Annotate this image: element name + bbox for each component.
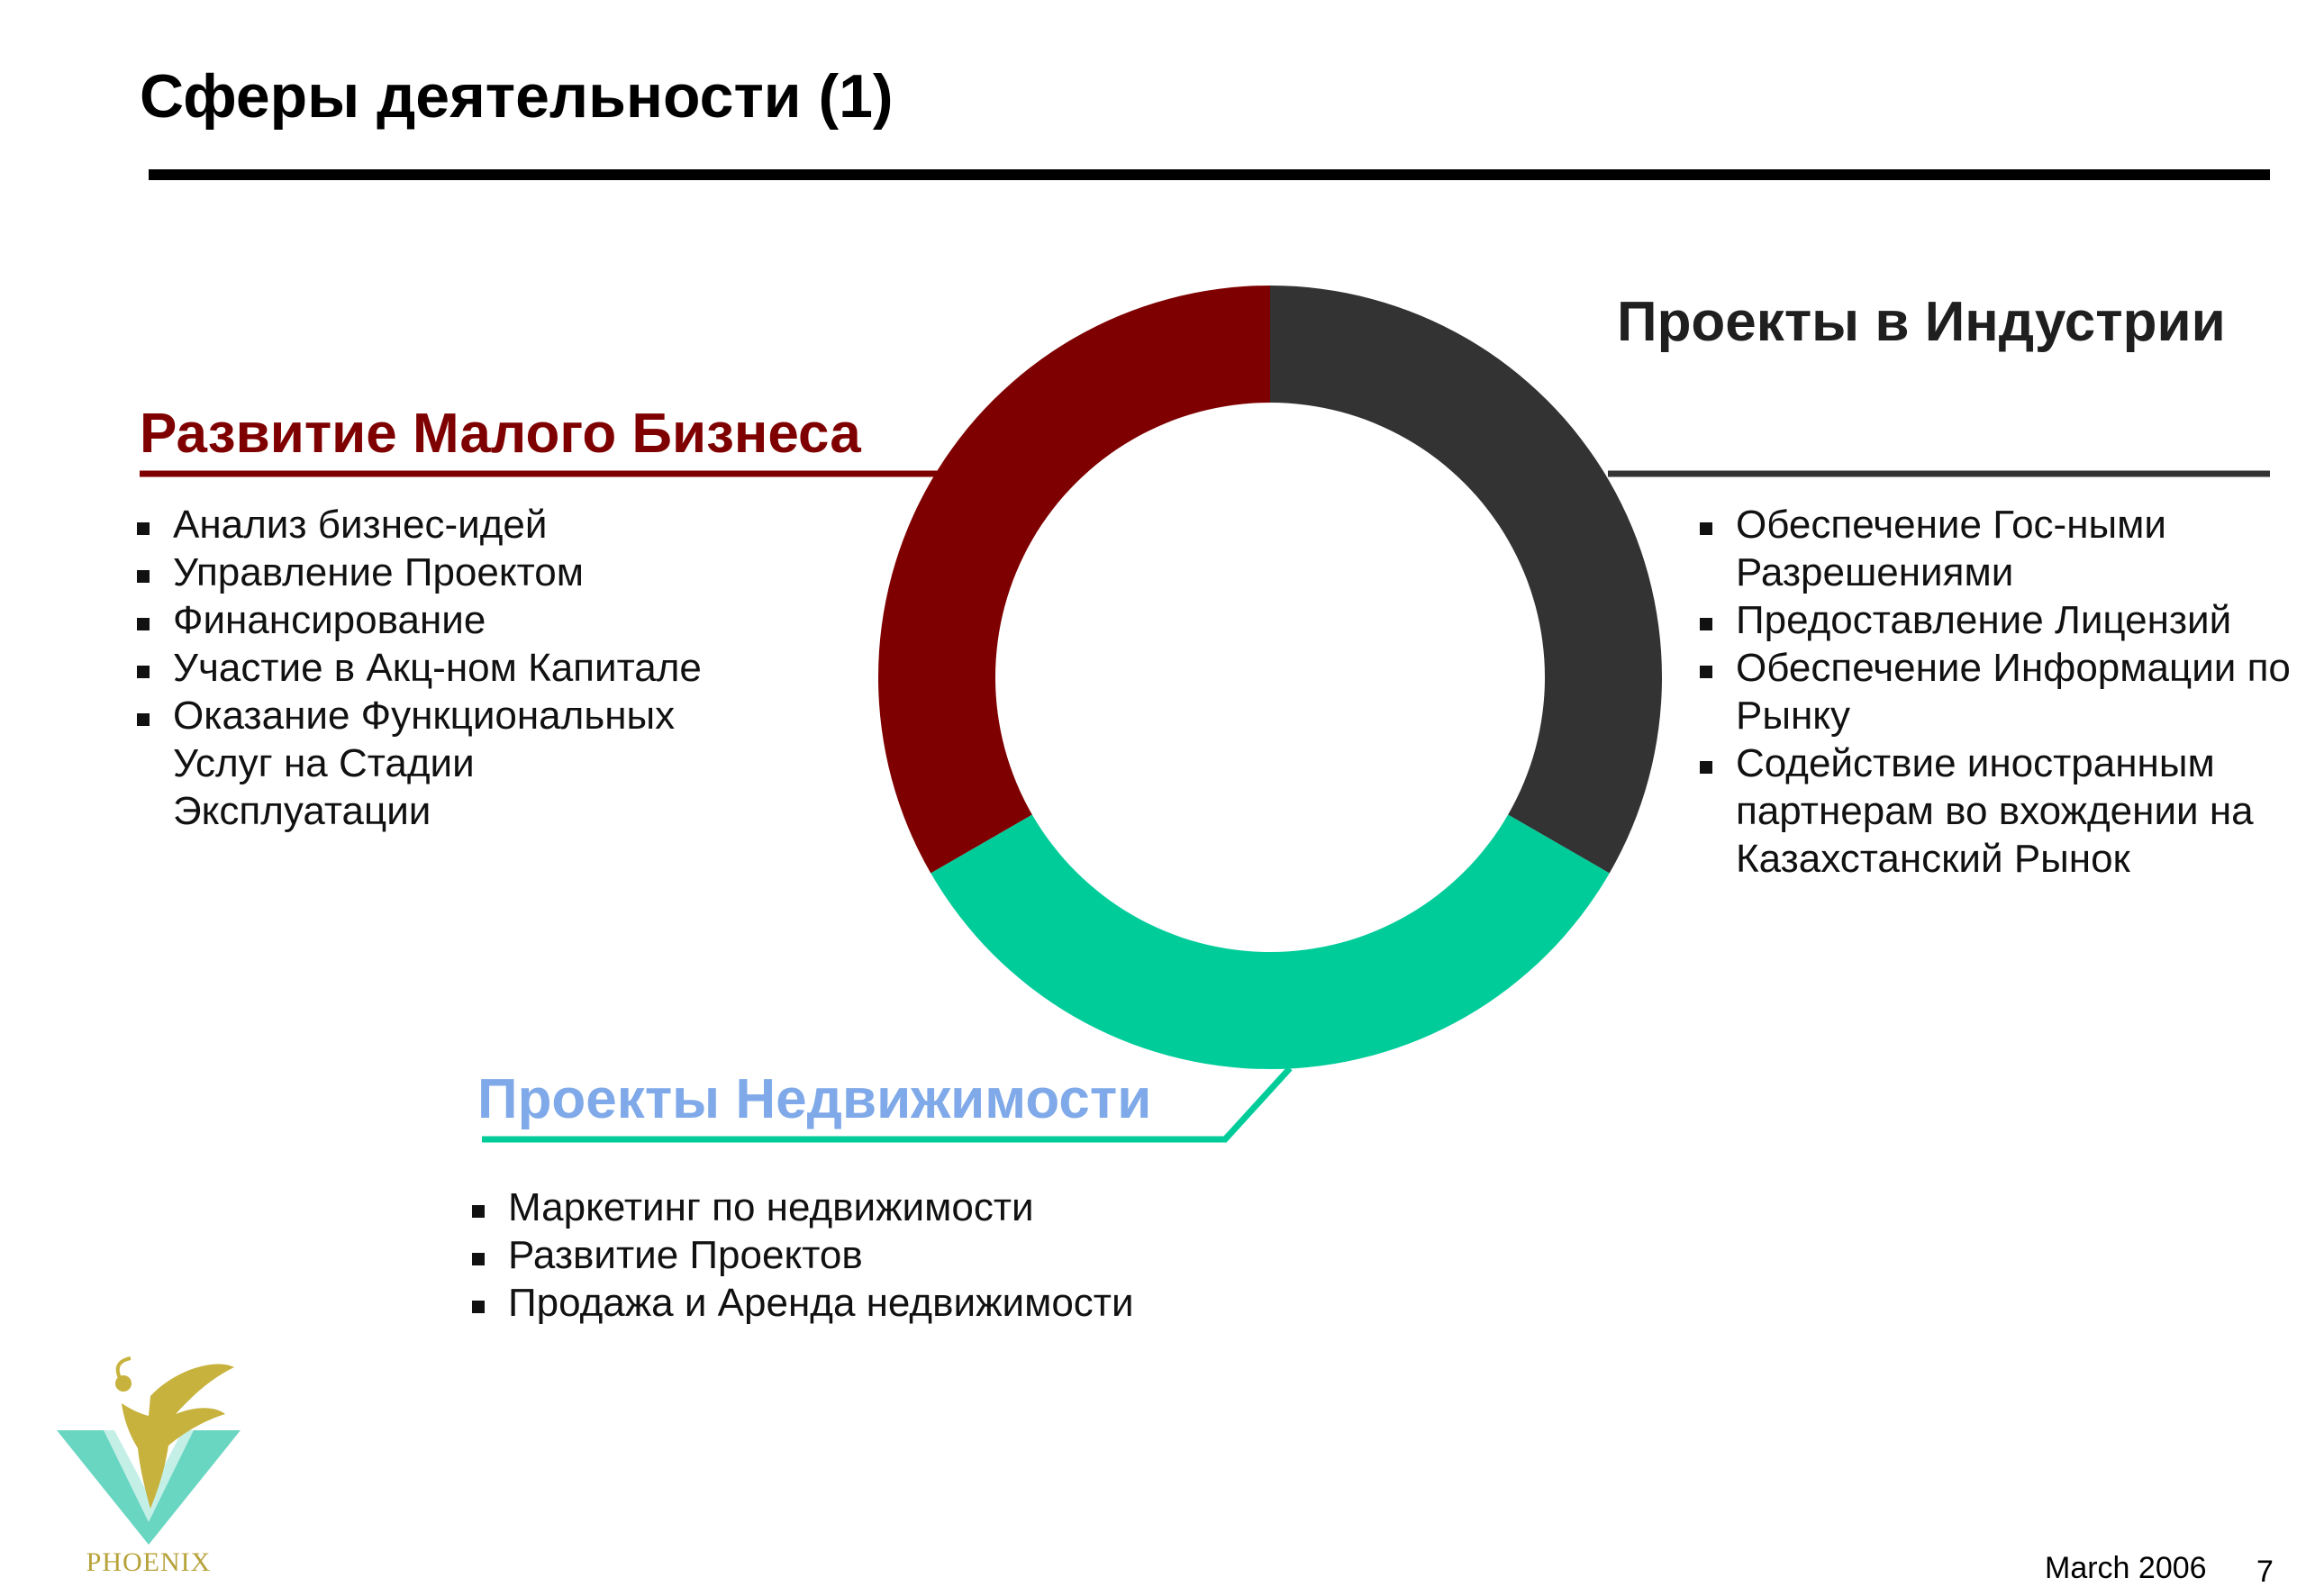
list-item: Управление Проектом bbox=[135, 549, 820, 596]
page-title: Сферы деятельности (1) bbox=[140, 62, 894, 131]
industry-segment bbox=[1270, 286, 1662, 874]
list-item: Финансирование bbox=[135, 596, 820, 644]
list-item: Анализ бизнес-идей bbox=[135, 501, 820, 549]
small-business-heading: Развитие Малого Бизнеса bbox=[140, 403, 861, 465]
footer-date: March 2006 bbox=[2045, 1551, 2207, 1585]
list-item: Развитие Проектов bbox=[470, 1231, 1281, 1279]
industry-list bbox=[1698, 501, 2301, 883]
industry-heading: Проекты в Индустрии bbox=[1617, 291, 2226, 353]
small-business-list bbox=[135, 501, 820, 835]
list-item: Содействие иностранным партнерам во вхождении на Казахстанский Рынок bbox=[1698, 739, 2306, 883]
list-item: Оказание Функциональных Услуг на Стадии Эксплуатации bbox=[135, 692, 731, 835]
page-number: 7 bbox=[2256, 1555, 2274, 1589]
list-item: Продажа и Аренда недвижимости bbox=[470, 1279, 1281, 1327]
list-item: Предоставление Лицензий bbox=[1698, 596, 2301, 644]
real-estate-list bbox=[470, 1183, 1281, 1327]
list-item: Маркетинг по недвижимости bbox=[470, 1183, 1281, 1231]
small-business-segment bbox=[878, 286, 1270, 874]
list-item: Участие в Акц-ном Капитале bbox=[135, 644, 820, 692]
list-item: Обеспечение Информации по Рынку bbox=[1698, 644, 2294, 739]
list-item: Обеспечение Гос-ными Разрешениями bbox=[1698, 501, 2240, 596]
logo-text: PHOENIX bbox=[86, 1547, 212, 1577]
real-estate-heading: Проекты Недвижимости bbox=[477, 1068, 1152, 1130]
real-estate-segment bbox=[931, 815, 1609, 1070]
